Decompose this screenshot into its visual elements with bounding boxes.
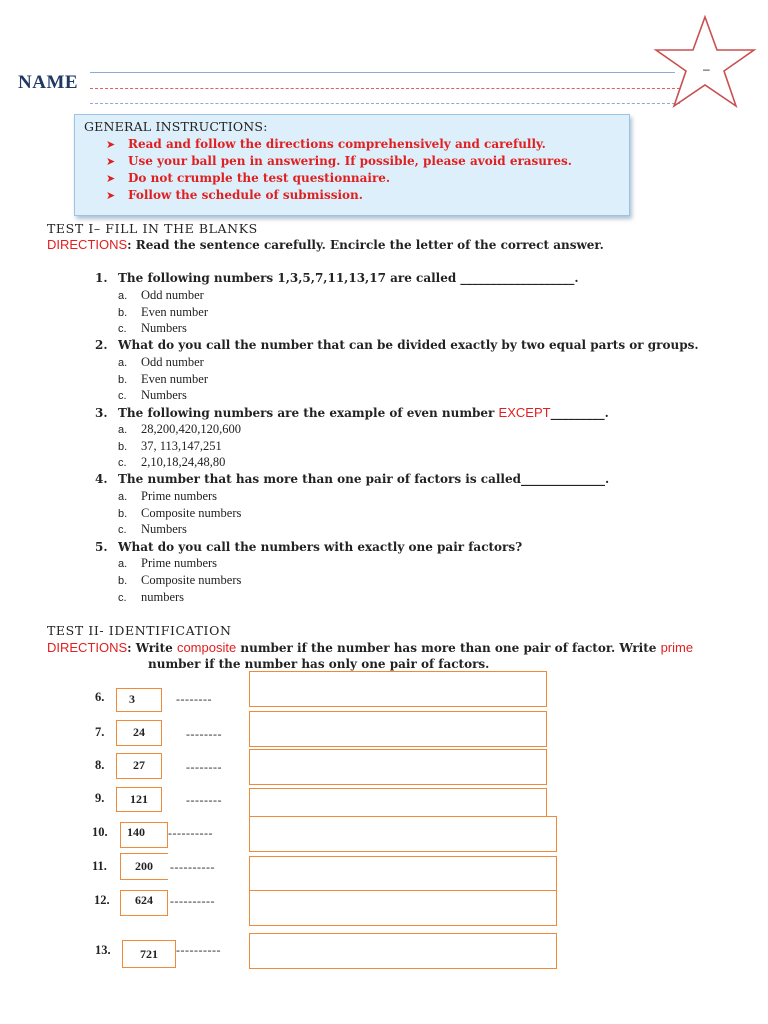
- directions-label: DIRECTIONS: [47, 237, 128, 252]
- option-3c[interactable]: c. 2,10,18,24,48,80: [118, 455, 226, 469]
- answer-box-13[interactable]: [249, 933, 557, 969]
- answer-box-6[interactable]: [249, 671, 547, 707]
- prime-word: prime: [660, 640, 694, 655]
- name-line-top: [90, 72, 675, 73]
- number-box: 24: [116, 720, 162, 746]
- instruction-item: ➤ Follow the schedule of submission.: [106, 188, 363, 202]
- option-1b[interactable]: b. Even number: [118, 305, 208, 319]
- item-number: 11.: [92, 859, 107, 873]
- test2-title: TEST II- IDENTIFICATION: [47, 623, 232, 638]
- item-number: 6.: [95, 690, 105, 704]
- answer-box-8[interactable]: [249, 749, 547, 785]
- item-number: 13.: [95, 943, 111, 957]
- item-dashes: ----------: [168, 826, 213, 840]
- except-emphasis: EXCEPT: [498, 405, 551, 420]
- number-box: 27: [116, 753, 162, 779]
- test1-title: TEST I– FILL IN THE BLANKS: [47, 221, 258, 236]
- arrow-bullet-icon: ➤: [106, 189, 116, 202]
- option-4b[interactable]: b. Composite numbers: [118, 506, 242, 520]
- item-dashes: --------: [186, 793, 222, 807]
- test2-directions-line2: number if the number has only one pair of factors.: [148, 657, 490, 671]
- option-2c[interactable]: c. Numbers: [118, 388, 187, 402]
- question-4: 4. The number that has more than one pair of factors is called______________.: [95, 472, 610, 486]
- name-line-input[interactable]: [90, 88, 680, 89]
- option-2b[interactable]: b. Even number: [118, 372, 208, 386]
- number-box: 200: [120, 853, 168, 880]
- item-number: 10.: [92, 825, 108, 839]
- instruction-item: ➤ Do not crumple the test questionnaire.: [106, 171, 391, 185]
- general-instructions-title: GENERAL INSTRUCTIONS:: [84, 119, 268, 134]
- option-4c[interactable]: c. Numbers: [118, 522, 187, 536]
- answer-box-7[interactable]: [249, 711, 547, 747]
- item-number: 9.: [95, 791, 105, 805]
- option-2a[interactable]: a. Odd number: [118, 355, 204, 369]
- question-3: 3. The following numbers are the example of even number EXCEPT_________.: [95, 405, 609, 420]
- name-label: NAME: [18, 72, 79, 93]
- number-box-frame: [120, 853, 168, 880]
- option-5a[interactable]: a. Prime numbers: [118, 556, 218, 570]
- instruction-item: ➤ Read and follow the directions comprehensively and carefully.: [106, 137, 546, 151]
- option-4a[interactable]: a. Prime numbers: [118, 489, 218, 503]
- option-1a[interactable]: a. Odd number: [118, 288, 204, 302]
- item-dashes: ----------: [170, 894, 215, 908]
- number-box: 140: [120, 822, 168, 848]
- test1-directions: DIRECTIONS: Read the sentence carefully. Encircle the letter of the correct answer.: [47, 237, 604, 252]
- name-line-bottom: [90, 103, 680, 104]
- item-dashes: ----------: [176, 943, 221, 957]
- instruction-item: ➤ Use your ball pen in answering. If possible, please avoid erasures.: [106, 154, 572, 168]
- answer-box-12[interactable]: [249, 890, 557, 926]
- star-mark: –: [703, 62, 710, 76]
- option-3b[interactable]: b. 37, 113,147,251: [118, 439, 222, 453]
- item-dashes: --------: [186, 727, 222, 741]
- option-5b[interactable]: b. Composite numbers: [118, 573, 242, 587]
- item-number: 7.: [95, 725, 105, 739]
- number-box: 721: [122, 940, 176, 968]
- item-dashes: --------: [176, 692, 212, 706]
- number-box: 121: [116, 787, 162, 812]
- arrow-bullet-icon: ➤: [106, 138, 116, 151]
- option-3a[interactable]: a. 28,200,420,120,600: [118, 422, 241, 436]
- item-dashes: ----------: [170, 860, 215, 874]
- arrow-bullet-icon: ➤: [106, 155, 116, 168]
- number-box: 624: [120, 890, 168, 916]
- answer-box-11[interactable]: [249, 856, 557, 892]
- option-1c[interactable]: c. Numbers: [118, 321, 187, 335]
- option-5c[interactable]: c. numbers: [118, 590, 185, 604]
- item-number: 8.: [95, 758, 105, 772]
- arrow-bullet-icon: ➤: [106, 172, 116, 185]
- item-dashes: --------: [186, 760, 222, 774]
- composite-word: composite: [176, 640, 237, 655]
- item-number: 12.: [94, 893, 110, 907]
- question-2: 2. What do you call the number that can be divided exactly by two equal parts or groups.: [95, 338, 699, 352]
- test2-directions: DIRECTIONS: Write composite number if the number has more than one pair of factor. Write prime: [47, 640, 694, 655]
- question-1: 1. The following numbers 1,3,5,7,11,13,17 are called ___________________.: [95, 271, 579, 285]
- directions-label: DIRECTIONS: [47, 640, 128, 655]
- question-5: 5. What do you call the numbers with exactly one pair factors?: [95, 540, 523, 554]
- number-box: 3: [116, 688, 162, 712]
- answer-box-10[interactable]: [249, 816, 557, 852]
